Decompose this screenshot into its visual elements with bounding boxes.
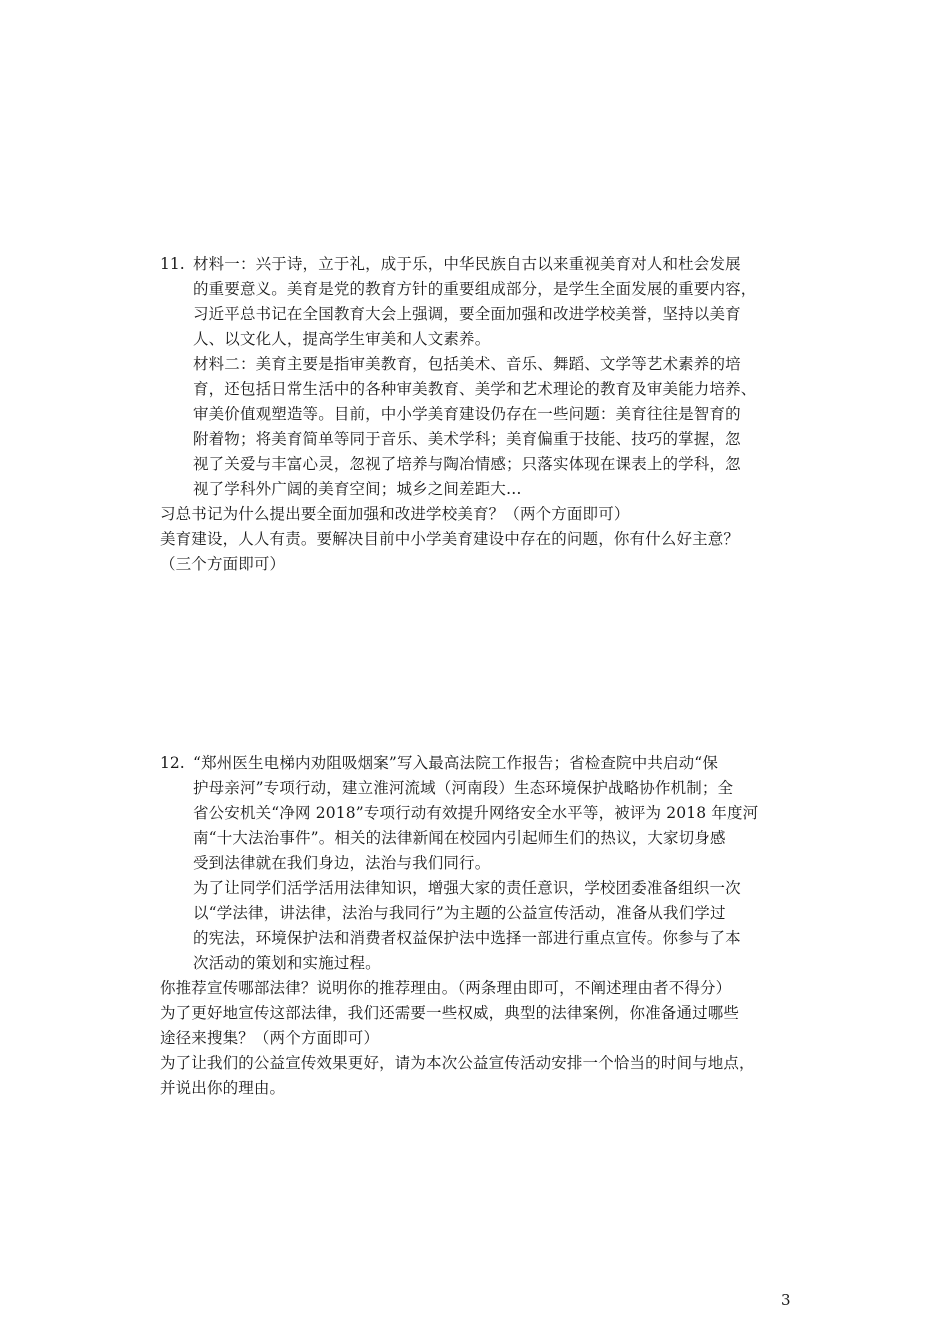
material-line: 省公安机关“净网 2018”专项行动有效提升网络安全水平等，被评为 2018 年度河 <box>193 804 759 822</box>
page-number: 3 <box>781 1291 791 1309</box>
material-line: 人、以文化人，提高学生审美和人文素养。 <box>193 330 491 348</box>
question-number: 11. <box>160 255 185 273</box>
material-line: 视了关爱与丰富心灵，忽视了培养与陶冶情感；只落实体现在课表上的学科，忽 <box>193 455 741 473</box>
material-line: 育，还包括日常生活中的各种审美教育、美学和艺术理论的教育及审美能力培养、 <box>193 380 757 398</box>
material-line: 的重要意义。美育是党的教育方针的重要组成部分，是学生全面发展的重要内容， <box>193 280 757 298</box>
sub-question: 你推荐宣传哪部法律？说明你的推荐理由。（两条理由即可，不阐述理由者不得分） <box>160 979 732 997</box>
material-line: 为了让同学们活学活用法律知识，增强大家的责任意识，学校团委准备组织一次 <box>193 879 741 897</box>
material-line: 次活动的策划和实施过程。 <box>193 954 381 972</box>
material-line: 护母亲河”专项行动，建立淮河流域（河南段）生态环境保护战略协作机制；全 <box>193 779 734 797</box>
material-line: 习近平总书记在全国教育大会上强调，要全面加强和改进学校美誉，坚持以美育 <box>193 305 741 323</box>
sub-question: 为了更好地宣传这部法律，我们还需要一些权威，典型的法律案例，你准备通过哪些 <box>160 1004 740 1022</box>
material-line: 以“学法律，讲法律，法治与我同行”为主题的公益宣传活动，准备从我们学过 <box>193 904 726 922</box>
sub-question: 习总书记为什么提出要全面加强和改进学校美育？（两个方面即可） <box>160 505 630 523</box>
material-line: 受到法律就在我们身边，法治与我们同行。 <box>193 854 491 872</box>
sub-question: 美育建设，人人有责。要解决目前中小学美育建设中存在的问题，你有什么好主意？ <box>160 530 740 548</box>
material-line: “郑州医生电梯内劝阻吸烟案”写入最高法院工作报告；省检查院中共启动“保 <box>193 754 719 772</box>
sub-question: 为了让我们的公益宣传效果更好，请为本次公益宣传活动安排一个恰当的时间与地点， <box>160 1054 755 1072</box>
material-line: 附着物；将美育简单等同于音乐、美术学科；美育偏重于技能、技巧的掌握，忽 <box>193 430 741 448</box>
material-line: 材料二：美育主要是指审美教育，包括美术、音乐、舞蹈、文学等艺术素养的培 <box>193 355 741 373</box>
question-number: 12. <box>160 754 185 772</box>
material-line: 视了学科外广阔的美育空间；城乡之间差距大… <box>193 480 522 498</box>
sub-question: （三个方面即可） <box>160 555 286 573</box>
material-line: 南“十大法治事件”。相关的法律新闻在校园内引起师生们的热议，大家切身感 <box>193 829 726 847</box>
sub-question: 途径来搜集？（两个方面即可） <box>160 1029 380 1047</box>
material-line: 材料一：兴于诗，立于礼，成于乐，中华民族自古以来重视美育对人和杜会发展 <box>193 255 741 273</box>
material-line: 审美价值观塑造等。目前，中小学美育建设仍存在一些问题：美育往往是智育的 <box>193 405 741 423</box>
sub-question: 并说出你的理由。 <box>160 1079 286 1097</box>
material-line: 的宪法，环境保护法和消费者权益保护法中选择一部进行重点宣传。你参与了本 <box>193 929 741 947</box>
